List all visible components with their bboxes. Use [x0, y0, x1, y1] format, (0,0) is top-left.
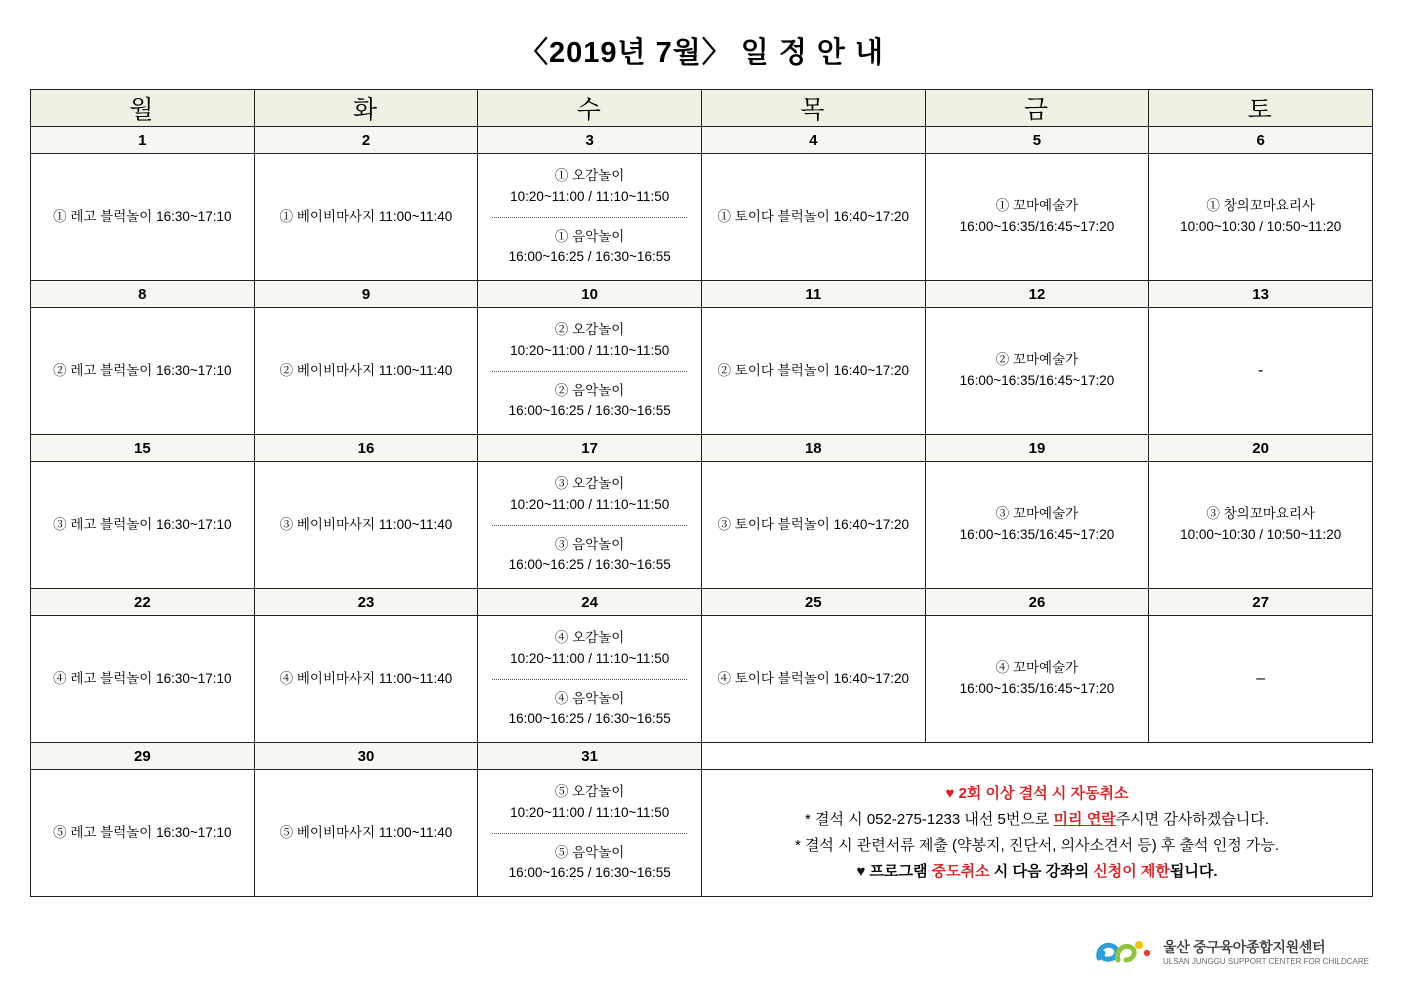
day-number: 20 [1149, 435, 1373, 462]
event-name: ② 레고 블럭놀이 16:30~17:10 [53, 362, 232, 378]
event-time: 16:00~16:25 / 16:30~16:55 [508, 403, 671, 419]
day-number: 22 [31, 589, 255, 616]
event-time: 16:00~16:25 / 16:30~16:55 [508, 249, 671, 265]
day-cell [478, 308, 702, 435]
event-item [478, 381, 701, 423]
day-number: 13 [1149, 281, 1373, 308]
day-cell [701, 154, 925, 281]
day-cell [31, 462, 255, 589]
day-number: 18 [701, 435, 925, 462]
event-item [926, 504, 1149, 546]
column-header-sat: 토 [1149, 90, 1373, 127]
event-name: ① 레고 블럭놀이 16:30~17:10 [53, 208, 232, 224]
event-name: ④ 꼬마예술가 [995, 660, 1079, 676]
event-name: ⑤ 음악놀이 [554, 844, 625, 860]
event-item [478, 689, 701, 731]
notice-line-3: * 결석 시 관련서류 제출 (약봉지, 진단서, 의사소견서 등) 후 출석 인정 가능. [794, 837, 1280, 854]
notice-line-4-post: 됩니다. [1169, 863, 1218, 881]
daynum-row [31, 743, 1373, 770]
day-cell [31, 154, 255, 281]
cell-divider [492, 525, 687, 526]
day-cell [478, 616, 702, 743]
notice-line-2-post: 주시면 감사하겠습니다. [1115, 810, 1269, 828]
day-number-empty [925, 743, 1149, 770]
week-row [31, 462, 1373, 589]
event-time: 16:00~16:35/16:45~17:20 [959, 219, 1115, 234]
event-name: ③ 음악놀이 [554, 536, 625, 552]
column-header-mon: 월 [31, 90, 255, 127]
event-item [702, 361, 925, 382]
day-number: 17 [478, 435, 702, 462]
day-number: 27 [1149, 589, 1373, 616]
event-item [478, 166, 701, 208]
event-item [1149, 196, 1372, 238]
day-number: 31 [478, 743, 702, 770]
day-cell [254, 308, 478, 435]
event-name: ① 창의꼬마요리사 [1206, 198, 1315, 214]
day-number: 2 [254, 127, 478, 154]
cell-divider [492, 217, 687, 218]
event-name: ① 오감놀이 [554, 167, 625, 183]
event-item [478, 535, 701, 577]
day-number: 4 [701, 127, 925, 154]
cell-divider [492, 679, 687, 680]
day-cell [478, 154, 702, 281]
event-item [478, 628, 701, 670]
no-program-indicator: – [1256, 670, 1266, 687]
notice-line-2-pre: * 결석 시 052-275-1233 내선 5번으로 [805, 810, 1054, 828]
day-number: 8 [31, 281, 255, 308]
day-cell [701, 616, 925, 743]
event-item [926, 196, 1149, 238]
event-time: 10:20~11:00 / 11:10~11:50 [510, 804, 670, 820]
heart-icon: ♥ [945, 784, 955, 802]
notice-line-4-emphasis-1: 중도취소 [931, 863, 990, 881]
column-header-thu: 목 [701, 90, 925, 127]
day-number: 19 [925, 435, 1149, 462]
event-name: ③ 토이다 블럭놀이 16:40~17:20 [717, 516, 910, 532]
event-name: ③ 베이비마사지 11:00~11:40 [279, 516, 453, 532]
notice-line-4 [702, 859, 1372, 885]
daynum-row [31, 127, 1373, 154]
event-name: ② 오감놀이 [554, 321, 625, 337]
day-number: 6 [1149, 127, 1373, 154]
day-cell [31, 616, 255, 743]
event-time: 16:00~16:25 / 16:30~16:55 [508, 711, 671, 727]
event-item [926, 658, 1149, 700]
notice-line-4-mid: 시 다음 강좌의 [989, 863, 1094, 881]
event-item [255, 515, 478, 536]
day-number: 3 [478, 127, 702, 154]
event-time: 10:20~11:00 / 11:10~11:50 [510, 188, 670, 204]
event-item [31, 207, 254, 228]
event-time: 10:20~11:00 / 11:10~11:50 [510, 650, 670, 666]
day-cell [1149, 308, 1373, 435]
day-number: 23 [254, 589, 478, 616]
notice-line-1-text: 2회 이상 결석 시 자동취소 [958, 784, 1129, 802]
event-item [478, 227, 701, 269]
event-name: ② 베이비마사지 11:00~11:40 [279, 362, 453, 378]
event-time: 10:00~10:30 / 10:50~11:20 [1180, 527, 1342, 542]
daynum-row [31, 589, 1373, 616]
notice-line-4-emphasis-2: 신청이 제한 [1093, 863, 1170, 881]
event-name: ① 음악놀이 [554, 228, 625, 244]
event-name: ⑤ 베이비마사지 11:00~11:40 [279, 824, 453, 840]
center-logo-icon [1095, 936, 1153, 970]
event-name: ③ 창의꼬마요리사 [1206, 506, 1315, 522]
event-time: 16:00~16:25 / 16:30~16:55 [508, 865, 671, 881]
day-cell [254, 616, 478, 743]
event-time: 10:00~10:30 / 10:50~11:20 [1180, 219, 1342, 234]
event-name: ③ 오감놀이 [554, 475, 625, 491]
event-name: ④ 오감놀이 [554, 629, 625, 645]
center-name-en: ULSAN JUNGGU SUPPORT CENTER FOR CHILDCARE [1163, 956, 1369, 966]
column-header-fri: 금 [925, 90, 1149, 127]
heart-dark-icon: ♥ [856, 863, 866, 881]
event-name: ③ 꼬마예술가 [995, 506, 1079, 522]
day-cell [1149, 462, 1373, 589]
day-number: 12 [925, 281, 1149, 308]
event-item [31, 515, 254, 536]
event-time: 16:00~16:35/16:45~17:20 [959, 681, 1115, 696]
event-item [31, 361, 254, 382]
day-cell [701, 308, 925, 435]
page-title: 〈2019년 7월〉 일 정 안 내 [518, 37, 884, 69]
day-number-empty [701, 743, 925, 770]
day-cell [478, 770, 702, 897]
center-name-ko: 울산 중구육아종합지원센터 [1163, 939, 1326, 956]
event-name: ④ 음악놀이 [554, 690, 625, 706]
event-time: 16:00~16:25 / 16:30~16:55 [508, 557, 671, 573]
day-cell [478, 462, 702, 589]
notice-line-4-pre: 프로그램 [865, 863, 932, 881]
event-item [1149, 504, 1372, 546]
event-item [926, 350, 1149, 392]
event-name: ④ 토이다 블럭놀이 16:40~17:20 [717, 670, 910, 686]
event-name: ② 꼬마예술가 [995, 352, 1079, 368]
day-cell [925, 154, 1149, 281]
event-item [478, 474, 701, 516]
week-row [31, 616, 1373, 743]
event-time: 10:20~11:00 / 11:10~11:50 [510, 496, 670, 512]
event-item [255, 823, 478, 844]
cell-divider [492, 833, 687, 834]
event-name: ③ 레고 블럭놀이 16:30~17:10 [53, 516, 232, 532]
week-row [31, 154, 1373, 281]
event-item [478, 782, 701, 824]
event-name: ① 베이비마사지 11:00~11:40 [279, 208, 453, 224]
week-row [31, 308, 1373, 435]
no-program-indicator: - [1257, 362, 1264, 379]
table-header-row [31, 90, 1373, 127]
event-item [255, 207, 478, 228]
day-number: 24 [478, 589, 702, 616]
notice-line-2-emphasis: 미리 연락 [1053, 810, 1116, 828]
day-number: 11 [701, 281, 925, 308]
day-number: 9 [254, 281, 478, 308]
event-item [255, 361, 478, 382]
event-item [478, 843, 701, 885]
daynum-row [31, 435, 1373, 462]
event-name: ⑤ 레고 블럭놀이 16:30~17:10 [53, 824, 232, 840]
day-number: 26 [925, 589, 1149, 616]
day-cell [254, 154, 478, 281]
event-name: ② 토이다 블럭놀이 16:40~17:20 [717, 362, 910, 378]
day-cell [701, 462, 925, 589]
column-header-wed: 수 [478, 90, 702, 127]
notice-block [701, 770, 1372, 897]
day-cell [925, 616, 1149, 743]
cell-divider [492, 371, 687, 372]
center-name [1163, 939, 1369, 967]
event-item [31, 823, 254, 844]
event-name: ① 꼬마예술가 [995, 198, 1079, 214]
event-name: ① 토이다 블럭놀이 16:40~17:20 [717, 208, 910, 224]
event-time: 10:20~11:00 / 11:10~11:50 [510, 342, 670, 358]
event-item [31, 669, 254, 690]
day-cell [31, 308, 255, 435]
day-cell [1149, 154, 1373, 281]
day-number: 30 [254, 743, 478, 770]
week-row [31, 770, 1373, 897]
schedule-table [30, 89, 1373, 897]
day-cell [31, 770, 255, 897]
event-item [255, 669, 478, 690]
day-cell [925, 308, 1149, 435]
event-item [702, 207, 925, 228]
event-time: 16:00~16:35/16:45~17:20 [959, 527, 1115, 542]
column-header-tue: 화 [254, 90, 478, 127]
day-number: 5 [925, 127, 1149, 154]
day-number: 10 [478, 281, 702, 308]
calendar-container [30, 89, 1373, 897]
event-name: ② 음악놀이 [554, 382, 625, 398]
event-item [702, 669, 925, 690]
day-cell [1149, 616, 1373, 743]
day-cell [254, 462, 478, 589]
footer-logo [1095, 936, 1369, 970]
day-number: 15 [31, 435, 255, 462]
event-item [702, 515, 925, 536]
day-cell [925, 462, 1149, 589]
event-name: ④ 레고 블럭놀이 16:30~17:10 [53, 670, 232, 686]
notice-line-1 [702, 781, 1372, 807]
day-number: 29 [31, 743, 255, 770]
event-name: ⑤ 오감놀이 [554, 783, 625, 799]
notice-line-2 [702, 807, 1372, 833]
event-item [478, 320, 701, 362]
event-name: ④ 베이비마사지 11:00~11:40 [279, 670, 453, 686]
day-number-empty [1149, 743, 1373, 770]
day-number: 16 [254, 435, 478, 462]
day-number: 1 [31, 127, 255, 154]
daynum-row [31, 281, 1373, 308]
event-time: 16:00~16:35/16:45~17:20 [959, 373, 1115, 388]
day-cell [254, 770, 478, 897]
day-number: 25 [701, 589, 925, 616]
